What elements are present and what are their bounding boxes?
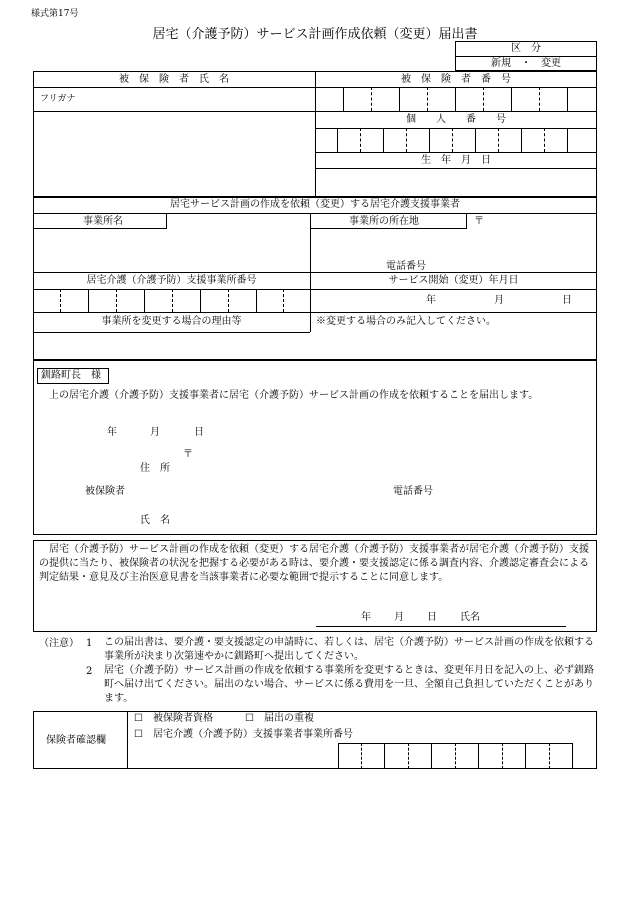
check-provider-number[interactable]: ☐ 居宅介護（介護予防）支援事業者事業所番号 xyxy=(134,729,353,740)
service-start-month: 月 xyxy=(494,295,504,306)
change-reason-label: 事業所を変更する場合の理由等 xyxy=(101,316,242,327)
declaration-text: 上の居宅介護（介護予防）支援事業者に居宅（介護予防）サービス計画の作成を依頼することを届出します。 xyxy=(49,390,539,401)
declaration-address-field[interactable] xyxy=(200,448,580,478)
my-number-label: 個 人 番 号 xyxy=(406,114,506,125)
insured-number-field[interactable] xyxy=(316,88,596,111)
note-2-text: 居宅（介護予防）サービス計画の作成を依頼する事業所を変更するときは、変更年月日を記入の上、必ず釧路町へ届け出てください。届出のない場合、サービスに係る費用を一旦、全額自己負担していただくことがあります。 xyxy=(104,665,594,704)
kubun-label: 区 分 xyxy=(511,43,541,54)
provider-header: 居宅サービス計画の作成を依頼（変更）する居宅介護支援事業者 xyxy=(170,199,460,210)
notes-label: （注意） xyxy=(39,638,79,649)
service-start-day: 日 xyxy=(562,295,572,306)
declaration-insured-label: 被保険者 xyxy=(85,486,125,497)
consent-signature-field[interactable] xyxy=(316,608,566,626)
birth-date-label: 生 年 月 日 xyxy=(421,155,491,166)
furigana-label: フリガナ xyxy=(40,94,76,104)
insured-name-label: 被 保 険 者 氏 名 xyxy=(119,74,229,85)
declaration-day: 日 xyxy=(194,427,204,438)
office-name-label-box xyxy=(33,213,167,229)
declaration-year: 年 xyxy=(107,427,117,438)
note-2-number: 2 xyxy=(86,666,93,677)
declaration-phone-field[interactable] xyxy=(450,482,590,500)
office-address-label: 事業所の所在地 xyxy=(349,216,419,227)
declaration-phone-label: 電話番号 xyxy=(393,486,433,497)
declaration-name-field[interactable] xyxy=(190,508,580,530)
declaration-name-label: 氏 名 xyxy=(140,515,170,526)
office-name-label: 事業所名 xyxy=(83,216,123,227)
change-reason-field[interactable] xyxy=(34,333,596,359)
postal-mark: 〒 xyxy=(474,216,484,227)
change-note: ※変更する場合のみ記入してください。 xyxy=(316,316,496,327)
office-address-field[interactable] xyxy=(311,230,596,258)
office-number-label: 居宅介護（介護予防）支援事業所番号 xyxy=(86,275,257,286)
check-insured-qualification[interactable]: ☐ 被保険者資格 xyxy=(134,713,213,724)
declaration-month: 月 xyxy=(150,427,160,438)
service-start-label: サービス開始（変更）年月日 xyxy=(388,275,519,286)
consent-month: 月 xyxy=(394,612,404,623)
birth-date-field[interactable] xyxy=(316,169,596,196)
service-start-year: 年 xyxy=(426,295,436,306)
check-duplicate-notice[interactable]: ☐ 届出の重複 xyxy=(245,713,314,724)
insured-name-field[interactable] xyxy=(34,112,314,196)
form-number: 様式第17号 xyxy=(31,9,79,19)
page-title: 居宅（介護予防）サービス計画作成依頼（変更）届出書 xyxy=(152,27,478,42)
addressee: 釧路町長 様 xyxy=(41,370,101,381)
declaration-address-label: 住 所 xyxy=(140,463,170,474)
insured-number-label: 被 保 険 者 番 号 xyxy=(401,74,511,85)
consent-text: 居宅（介護予防）サービス計画の作成を依頼（変更）する居宅介護（介護予防）支援事業者が居宅介護（介護予防）支援の提供に当たり、被保険者の状況を把握する必要がある時は、要介護・要支援認定に係る調査内容、介護認定審査会による判定結果・意見及び主治医意見書を当該事業者に必要な範囲で提示することに同意します。 xyxy=(39,544,589,583)
office-phone-label: 電話番号 xyxy=(386,261,426,272)
consent-year: 年 xyxy=(361,612,371,623)
declaration-postal-mark: 〒 xyxy=(183,449,193,460)
my-number-field[interactable] xyxy=(316,129,596,151)
service-start-date-field[interactable] xyxy=(311,290,596,312)
office-name-field[interactable] xyxy=(34,230,309,272)
note-1-text: この届出書は、要介護・要支援認定の申請時に、若しくは、居宅（介護予防）サービス計画の作成を依頼する事業所が決まり次第速やかに釧路町へ提出してください。 xyxy=(104,637,594,662)
insurer-confirmation-label: 保険者確認欄 xyxy=(46,735,106,746)
kubun-value[interactable]: 新規 ・ 変更 xyxy=(491,58,561,69)
consent-name-label: 氏名 xyxy=(460,612,480,623)
note-1-number: 1 xyxy=(86,638,93,649)
consent-day: 日 xyxy=(427,612,437,623)
